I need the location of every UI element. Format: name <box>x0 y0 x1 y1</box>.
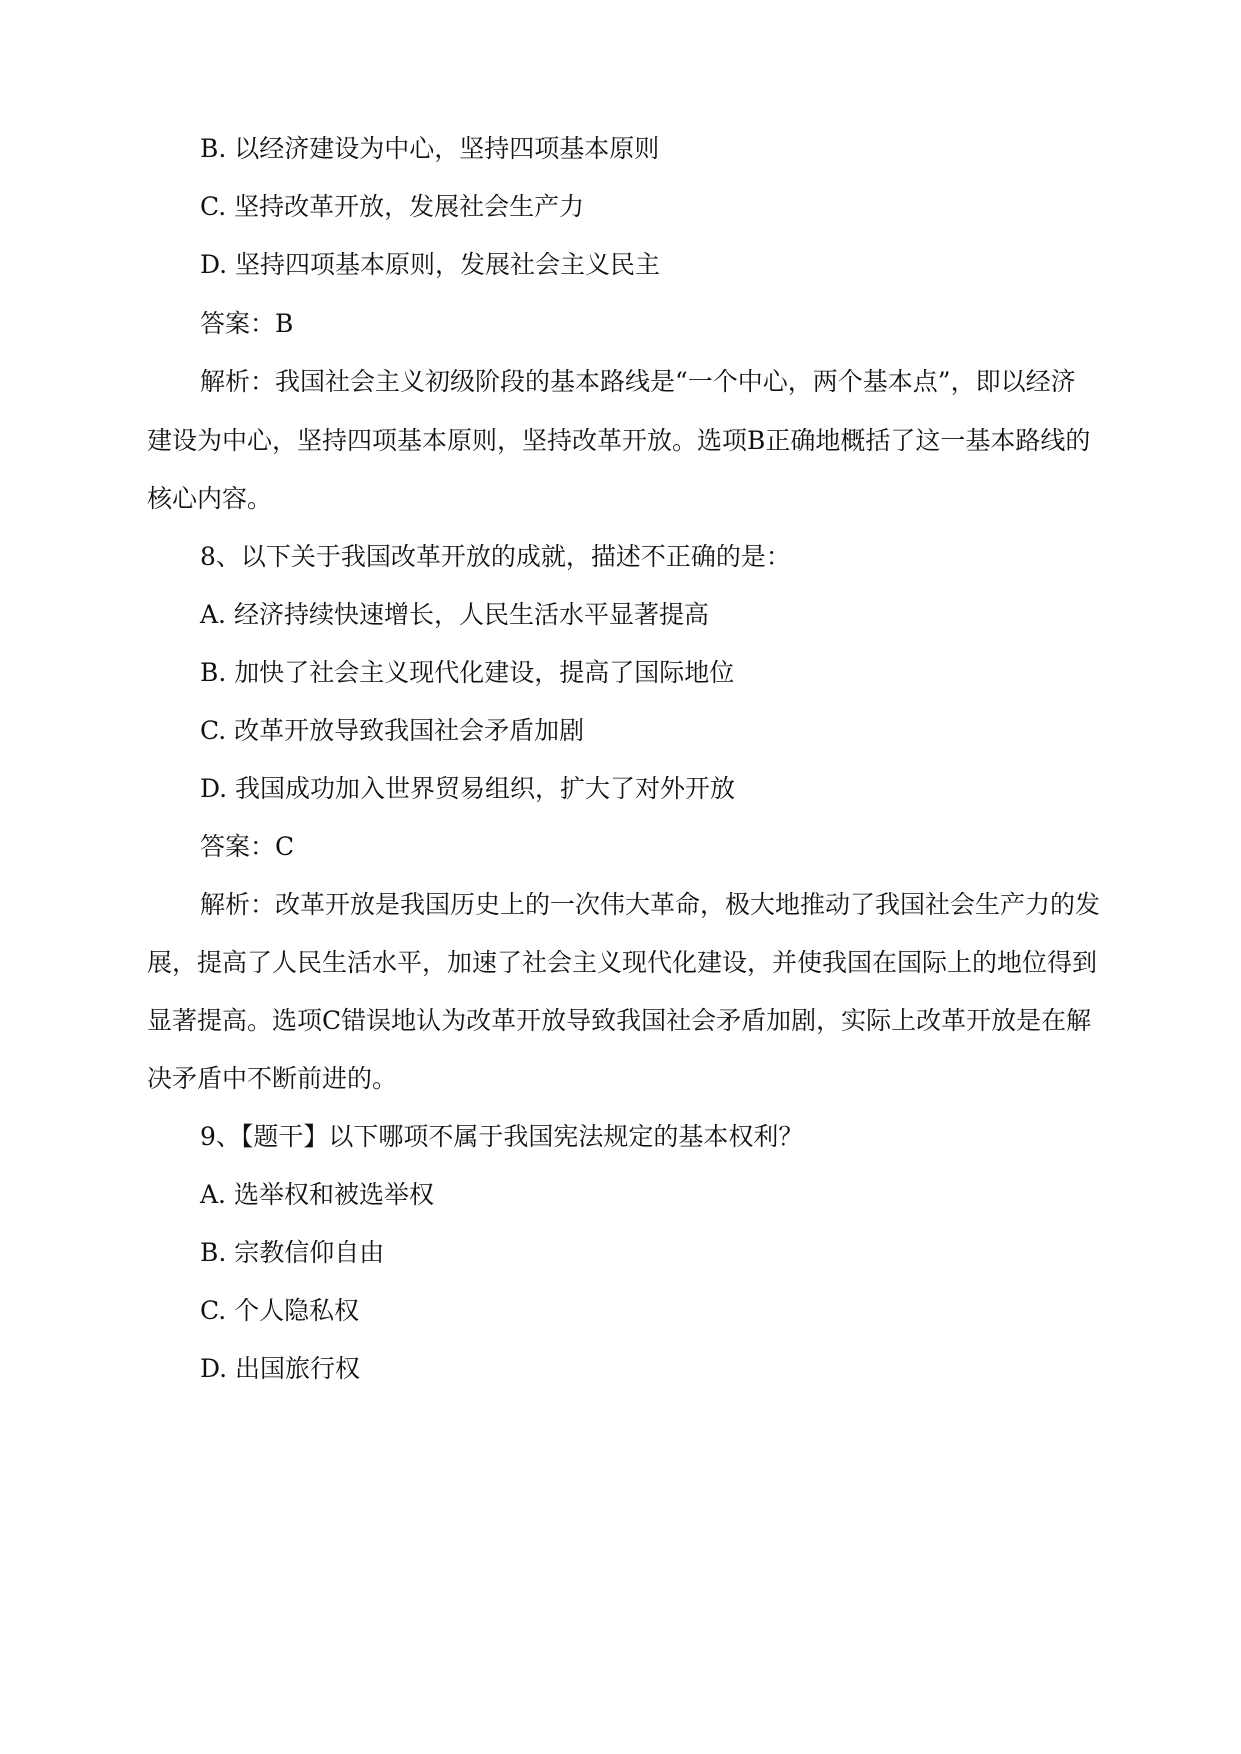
q8-option-d: D. 我国成功加入世界贸易组织，扩大了对外开放 <box>200 774 736 803</box>
q7-option-b: B. 以经济建设为中心，坚持四项基本原则 <box>200 134 660 163</box>
q8-analysis-line-1: 解析：改革开放是我国历史上的一次伟大革命，极大地推动了我国社会生产力的发 <box>200 890 1101 919</box>
q8-analysis-line-3: 显著提高。选项C错误地认为改革开放导致我国社会矛盾加剧，实际上改革开放是在解 <box>147 1006 1092 1035</box>
q7-answer: 答案：B <box>200 309 294 338</box>
q7-analysis-line-2: 建设为中心，坚持四项基本原则，坚持改革开放。选项B正确地概括了这一基本路线的 <box>147 426 1091 455</box>
q8-option-b: B. 加快了社会主义现代化建设，提高了国际地位 <box>200 658 735 687</box>
q7-analysis-line-3: 核心内容。 <box>147 484 273 513</box>
q8-analysis-line-4: 决矛盾中不断前进的。 <box>147 1064 398 1093</box>
q9-option-c: C. 个人隐私权 <box>200 1296 360 1325</box>
q8-option-a: A. 经济持续快速增长，人民生活水平显著提高 <box>200 600 709 629</box>
q8-answer: 答案：C <box>200 832 295 861</box>
q9-option-b: B. 宗教信仰自由 <box>200 1238 385 1267</box>
q8-analysis-line-2: 展，提高了人民生活水平，加速了社会主义现代化建设，并使我国在国际上的地位得到 <box>147 948 1098 977</box>
q7-analysis-line-1: 解析：我国社会主义初级阶段的基本路线是“一个中心，两个基本点”，即以经济 <box>200 367 1076 396</box>
q8-option-c: C. 改革开放导致我国社会矛盾加剧 <box>200 716 585 745</box>
q8-stem: 8、以下关于我国改革开放的成就，描述不正确的是： <box>200 542 791 571</box>
q9-option-a: A. 选举权和被选举权 <box>200 1180 434 1209</box>
q7-option-c: C. 坚持改革开放，发展社会生产力 <box>200 192 585 221</box>
q9-option-d: D. 出国旅行权 <box>200 1354 361 1383</box>
q9-stem: 9、【题干】以下哪项不属于我国宪法规定的基本权利？ <box>200 1122 804 1151</box>
q7-option-d: D. 坚持四项基本原则，发展社会主义民主 <box>200 250 661 279</box>
